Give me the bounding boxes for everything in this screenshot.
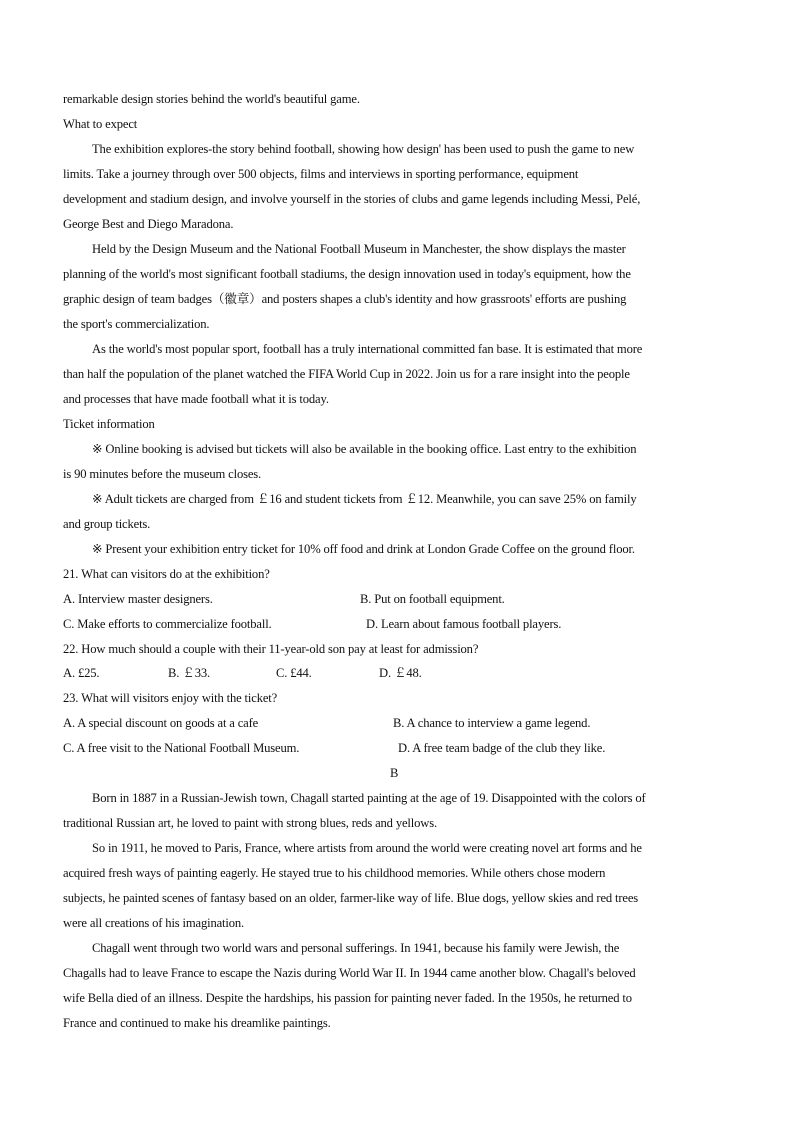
question-21-option-d: D. Learn about famous football players. [366, 617, 562, 631]
passage-b-p2-line: subjects, he painted scenes of fantasy based on an older, farmer-like way of life. Blue dogs, yellow skies and red trees [63, 891, 639, 905]
passage-a-p2-line: graphic design of team badges（徽章）and posters shapes a club's identity and how grassroots' efforts are pushing [63, 292, 627, 306]
passage-b-p2-line: So in 1911, he moved to Paris, France, where artists from around the world were creating novel art forms and he [92, 841, 642, 855]
question-23-stem: 23. What will visitors enjoy with the ticket? [63, 691, 278, 705]
passage-a-intro-end: remarkable design stories behind the world's beautiful game. [63, 92, 360, 106]
question-21-stem: 21. What can visitors do at the exhibition? [63, 567, 270, 581]
question-23-option-d: D. A free team badge of the club they like. [398, 741, 606, 755]
ticket-item-line: ※ Online booking is advised but tickets will also be available in the booking office. Last entry to the exhibition [92, 442, 637, 456]
passage-a-p1-line: limits. Take a journey through over 500 objects, films and interviews in sporting performance, equipment [63, 167, 579, 181]
passage-b-p3-line: wife Bella died of an illness. Despite the hardships, his passion for painting never faded. In the 1950s, he returned to [63, 991, 632, 1005]
question-23-option-c: C. A free visit to the National Football Museum. [63, 741, 300, 755]
passage-b-p2-line: acquired fresh ways of painting eagerly. He stayed true to his childhood memories. While others chose modern [63, 866, 606, 880]
passage-a-p2-line: Held by the Design Museum and the National Football Museum in Manchester, the show displays the master [92, 242, 626, 256]
passage-a-p1-line: George Best and Diego Maradona. [63, 217, 234, 231]
ticket-item-line: ※ Present your exhibition entry ticket for 10% off food and drink at London Grade Coffee on the ground floor. [92, 542, 635, 556]
section-label-b: B [390, 766, 399, 780]
passage-b-p1-line: traditional Russian art, he loved to paint with strong blues, reds and yellows. [63, 816, 437, 830]
question-22-option-d: D. ￡48. [379, 666, 422, 680]
question-21-option-a: A. Interview master designers. [63, 592, 213, 606]
question-23-option-b: B. A chance to interview a game legend. [393, 716, 591, 730]
ticket-item-line: and group tickets. [63, 517, 151, 531]
passage-b-p3-line: France and continued to make his dreamlike paintings. [63, 1016, 331, 1030]
passage-b-p1-line: Born in 1887 in a Russian-Jewish town, Chagall started painting at the age of 19. Disappointed with the colors of [92, 791, 646, 805]
question-21-option-c: C. Make efforts to commercialize football. [63, 617, 272, 631]
question-21-option-b: B. Put on football equipment. [360, 592, 505, 606]
ticket-item-line: is 90 minutes before the museum closes. [63, 467, 262, 481]
question-22-option-a: A. £25. [63, 666, 100, 680]
passage-a-p2-line: planning of the world's most significant football stadiums, the design innovation used in today's equipment, how the [63, 267, 631, 281]
passage-a-p2-line: the sport's commercialization. [63, 317, 210, 331]
passage-b-p3-line: Chagalls had to leave France to escape the Nazis during World War II. In 1944 came another blow. Chagall's beloved [63, 966, 636, 980]
question-22-option-b: B. ￡33. [168, 666, 210, 680]
question-22-stem: 22. How much should a couple with their 11-year-old son pay at least for admission? [63, 642, 479, 656]
passage-a-p1-line: The exhibition explores-the story behind football, showing how design' has been used to push the game to new [92, 142, 635, 156]
passage-a-p3-line: than half the population of the planet watched the FIFA World Cup in 2022. Join us for a rare insight into the people [63, 367, 630, 381]
passage-a-p3-line: As the world's most popular sport, football has a truly international committed fan base. It is estimated that more [92, 342, 643, 356]
heading-ticket-information: Ticket information [63, 417, 155, 431]
heading-what-to-expect: What to expect [63, 117, 138, 131]
question-22-option-c: C. £44. [276, 666, 312, 680]
passage-a-p1-line: development and stadium design, and involve yourself in the stories of clubs and game legends including Messi, Pelé, [63, 192, 641, 206]
passage-b-p3-line: Chagall went through two world wars and personal sufferings. In 1941, because his family were Jewish, the [92, 941, 620, 955]
question-23-option-a: A. A special discount on goods at a cafe [63, 716, 259, 730]
ticket-item-line: ※ Adult tickets are charged from ￡16 and student tickets from ￡12. Meanwhile, you can save 25% on family [92, 492, 637, 506]
passage-b-p2-line: were all creations of his imagination. [63, 916, 245, 930]
passage-a-p3-line: and processes that have made football what it is today. [63, 392, 329, 406]
